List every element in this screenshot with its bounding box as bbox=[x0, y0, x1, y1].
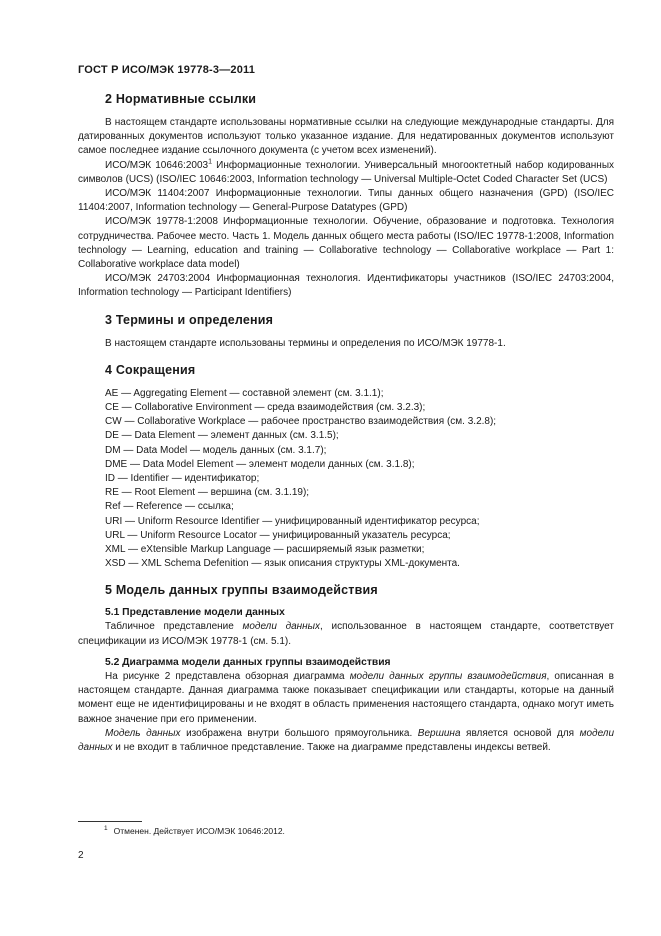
abbreviation-item: DE — Data Element — элемент данных (см. 3.1.5); bbox=[105, 430, 339, 442]
text-run: и не входит в табличное представление. Также на диаграмме представлены индексы ветвей. bbox=[112, 741, 551, 753]
subsection-5-2 bbox=[78, 657, 614, 755]
emphasis-term: Модель данных bbox=[105, 727, 181, 739]
text-run: изображена внутри большого прямоугольника. bbox=[180, 727, 418, 739]
emphasis-term: Вершина bbox=[417, 727, 461, 739]
abbreviation-item: URI — Uniform Resource Identifier — унифицированный идентификатор ресурса; bbox=[105, 515, 480, 527]
normative-intro: В настоящем стандарте использованы нормативные ссылки на следующие международные стандарты. Для датированных документов используют только указанное издание. Для недатированных документов используют самое последнее издание ссылочного документа (с учетом всех изменений). bbox=[78, 117, 614, 157]
abbreviation-item: Ref — Reference — ссылка; bbox=[105, 501, 234, 513]
reference-iso-24703: ИСО/МЭК 24703:2004 Информационная технология. Идентификаторы участников (ISO/IEC 24703:2004, Information technology — Participant Identifiers) bbox=[78, 273, 614, 299]
section-abbreviations bbox=[78, 363, 614, 572]
terms-text: В настоящем стандарте использованы термины и определения по ИСО/МЭК 19778-1. bbox=[105, 337, 506, 349]
footnote-divider bbox=[78, 821, 142, 822]
section-4-title: 4 Сокращения bbox=[105, 362, 196, 377]
reference-iso-10646-title: Информационные технологии. Универсальный многооктетный набор кодированных символов (UCS) (ISO/IEC 10646:2003, Information technology — Universal Multiple-Octet Coded Character Set (UCS) bbox=[78, 159, 615, 185]
abbreviation-item: ID — Identifier — идентификатор; bbox=[105, 473, 260, 485]
document-header: ГОСТ Р ИСО/МЭК 19778-3—2011 bbox=[78, 64, 256, 76]
abbreviation-item: AE — Aggregating Element — составной элемент (см. 3.1.1); bbox=[105, 387, 384, 399]
footnote-ref-mark[interactable]: 1 bbox=[208, 158, 212, 166]
text-run: , описанная в настоящем стандарте. Данная диаграмма также показывает спецификации или стандарты, которые на данный момент еще не идентифицированы и не входят в область применения настоящего стандарта, однако могут иметь важное значение при его применении. bbox=[78, 670, 614, 725]
footnote-mark: 1 bbox=[104, 825, 108, 833]
diagram-root-description bbox=[78, 727, 614, 755]
abbreviation-item: RE — Root Element — вершина (см. 3.1.19); bbox=[105, 487, 310, 499]
text-run: , использованное в настоящем стандарте, соответствует спецификации из ИСО/МЭК 19778-1 (см. 5.1). bbox=[78, 621, 614, 647]
section-terms bbox=[78, 313, 614, 351]
emphasis-term: модели данных bbox=[78, 727, 614, 753]
emphasis-term: модели данных bbox=[242, 621, 321, 633]
emphasis-term: модели данных группы взаимодействия bbox=[349, 670, 547, 682]
page-number: 2 bbox=[78, 850, 84, 861]
reference-iso-10646-code: ИСО/МЭК 10646:2003 bbox=[105, 159, 209, 171]
abbreviation-item: DME — Data Model Element — элемент модели данных (см. 3.1.8); bbox=[105, 458, 415, 470]
abbreviation-item: XSD — XML Schema Defenition — язык описания структуры XML-документа. bbox=[105, 558, 460, 570]
section-5-title: 5 Модель данных группы взаимодействия bbox=[105, 583, 378, 598]
footnote-text: Отменен. Действует ИСО/МЭК 10646:2012. bbox=[113, 826, 285, 836]
subsection-5-1-title: 5.1 Представление модели данных bbox=[105, 607, 285, 619]
subsection-5-1-text bbox=[78, 620, 614, 648]
diagram-description bbox=[78, 670, 614, 727]
reference-iso-19778-1: ИСО/МЭК 19778-1:2008 Информационные технологии. Обучение, образование и подготовка. Технология сотрудничества. Рабочее место. Часть 1. Модель данных общего места работы (ISO/IEC 19778-1:2008, Information technology — Learning, education and training — Collaborative technology — Collaborative workplace — Part 1: Collaborative workplace data model) bbox=[78, 216, 614, 271]
abbreviation-item: CE — Collaborative Environment — среда взаимодействия (см. 3.2.3); bbox=[105, 402, 426, 414]
section-normative-references bbox=[78, 92, 614, 301]
abbreviation-item: DM — Data Model — модель данных (см. 3.1.7); bbox=[105, 444, 327, 456]
section-data-model bbox=[78, 583, 614, 648]
text-run: Табличное представление bbox=[105, 621, 243, 633]
subsection-5-2-title: 5.2 Диаграмма модели данных группы взаимодействия bbox=[105, 656, 391, 668]
text-run: На рисунке 2 представлена обзорная диаграмма bbox=[105, 670, 350, 682]
section-2-title: 2 Нормативные ссылки bbox=[105, 92, 257, 106]
section-3-title: 3 Термины и определения bbox=[105, 312, 274, 327]
text-run: является основой для bbox=[460, 727, 580, 739]
reference-iso-10646 bbox=[78, 159, 614, 187]
document-body bbox=[78, 92, 614, 755]
abbreviation-item: XML — eXtensible Markup Language — расширяемый язык разметки; bbox=[105, 544, 425, 556]
footnote bbox=[104, 826, 285, 836]
abbreviation-item: CW — Collaborative Workplace — рабочее пространство взаимодействия (см. 3.2.8); bbox=[105, 416, 497, 428]
abbreviation-list bbox=[78, 387, 614, 572]
reference-iso-11404: ИСО/МЭК 11404:2007 Информационные технологии. Типы данных общего назначения (GPD) (ISO/IEC 11404:2007, Information technology — General-Purpose Datatypes (GPD) bbox=[78, 188, 614, 214]
abbreviation-item: URL — Uniform Resource Locator — унифицированный указатель ресурса; bbox=[105, 529, 451, 541]
